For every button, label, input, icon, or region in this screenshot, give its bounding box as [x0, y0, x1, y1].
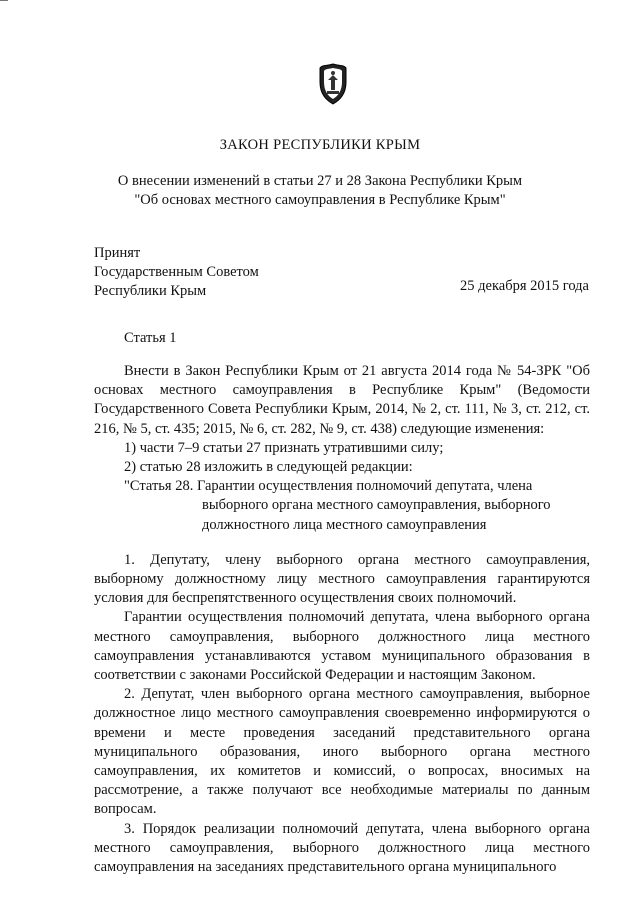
- adoption-block: [94, 244, 259, 301]
- article-28-title-line: "Статья 28. Гарантии осуществления полномочий депутата, члена: [124, 478, 533, 495]
- article-28-heading: [94, 477, 590, 535]
- paragraph: 3. Порядок реализации полномочий депутата, члена выборного органа местного самоуправления, выборного должностного лица местного самоуправления на заседаниях представительного органа муниципального: [94, 820, 590, 876]
- list-item: 1) части 7–9 статьи 27 признать утратившими силу;: [124, 439, 444, 456]
- subtitle-line: О внесении изменений в статьи 27 и 28 Закона Республики Крым: [117, 173, 523, 189]
- list-item: 2) статью 28 изложить в следующей редакции:: [124, 459, 413, 476]
- adoption-date: 25 декабря 2015 года: [460, 278, 589, 294]
- subtitle-line: "Об основах местного самоуправления в Республике Крым": [134, 192, 506, 208]
- article-28-title-line: должностного лица местного самоуправления: [202, 516, 487, 533]
- adoption-line: Республики Крым: [94, 283, 207, 299]
- article-28-title-line: выборного органа местного самоуправления, выборного: [202, 497, 551, 514]
- adoption-line: Государственным Советом: [94, 264, 259, 280]
- page-corner-mark: [0, 0, 8, 1]
- paragraph: 2. Депутат, член выборного органа местного самоуправления, выборное должностное лицо местного самоуправления своевременно информируются о времени и месте проведения заседаний представительного органа муниципального образования, иного выборного органа местного самоуправления, их комитетов и комиссий, о вопросах, вносимых на рассмотрение, а также получают все необходимые материалы по данным вопросам.: [94, 686, 590, 818]
- paragraph: 1. Депутату, члену выборного органа местного самоуправления, выборному должностному лицу местного самоуправления гарантируются условия для беспрепятственного осуществления своих полномочий.: [94, 551, 590, 607]
- law-title: ЗАКОН РЕСПУБЛИКИ КРЫМ: [219, 137, 421, 153]
- paragraph: Гарантии осуществления полномочий депутата, члена выборного органа местного самоуправления, выборного должностного лица местного самоуправления устанавливаются уставом муниципального образования в соответствии с законами Российской Федерации и настоящим Законом.: [94, 609, 590, 684]
- article-heading: Статья 1: [124, 330, 177, 346]
- paragraph-intro: Внести в Закон Республики Крым от 21 августа 2014 года № 54-ЗРК "Об основах местного самоуправления в Республике Крым" (Ведомости Государственного Совета Республики Крым, 2014, № 2, ст. 111, № 3, ст. 212, ст. 216, № 5, ст. 435; 2015, № 6, ст. 282, № 9, ст. 438) следующие изменения:: [94, 363, 590, 437]
- law-subtitle: [0, 172, 640, 210]
- coat-of-arms-icon: [316, 62, 350, 106]
- adoption-line: Принят: [94, 245, 141, 261]
- document-body: [94, 362, 590, 877]
